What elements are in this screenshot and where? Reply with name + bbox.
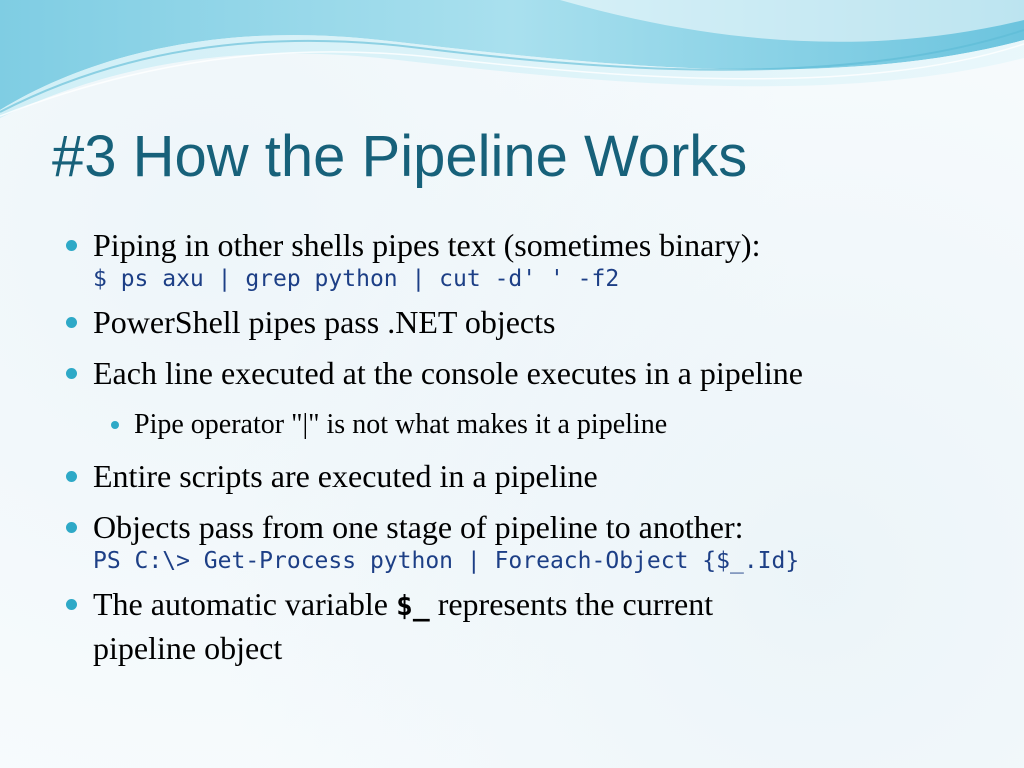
bullet-item [0,455,1024,498]
bullet-dot-icon [66,317,77,328]
bullet-dot-icon [66,368,77,379]
header-wave-decoration [0,0,1024,120]
sub-bullet-item [0,405,1024,445]
sub-bullet-dot-icon [111,421,119,429]
bullet-list [0,224,1024,670]
bullet-text: Objects pass from one stage of pipeline to another: [93,509,744,545]
bullet-dot-icon [66,240,77,251]
bullet-text: PowerShell pipes pass .NET objects [93,304,556,340]
sub-bullet-text: Pipe operator "|" is not what makes it a pipeline [134,409,668,440]
bullet-dot-icon [66,471,77,482]
code-snippet: PS C:\> Get-Process python | Foreach-Object {$_.Id} [93,548,800,574]
bullet-item [0,583,1024,670]
bullet-item [0,224,1024,293]
slide-title: #3 How the Pipeline Works [52,124,748,189]
bullet-text-before: The automatic variable [93,586,396,622]
bullet-text: Piping in other shells pipes text (sometimes binary): [93,227,761,263]
bullet-item [0,352,1024,395]
bullet-dot-icon [66,599,77,610]
bullet-dot-icon [66,522,77,533]
bullet-item [0,506,1024,575]
inline-code-variable: $_ [395,589,430,622]
code-snippet: $ ps axu | grep python | cut -d' ' -f2 [93,266,620,292]
bullet-text-after: represents the current [429,586,714,622]
bullet-text: Each line executed at the console executes in a pipeline [93,355,803,391]
bullet-text-continuation: pipeline object [93,630,283,666]
bullet-text: Entire scripts are executed in a pipeline [93,458,598,494]
bullet-item [0,301,1024,344]
